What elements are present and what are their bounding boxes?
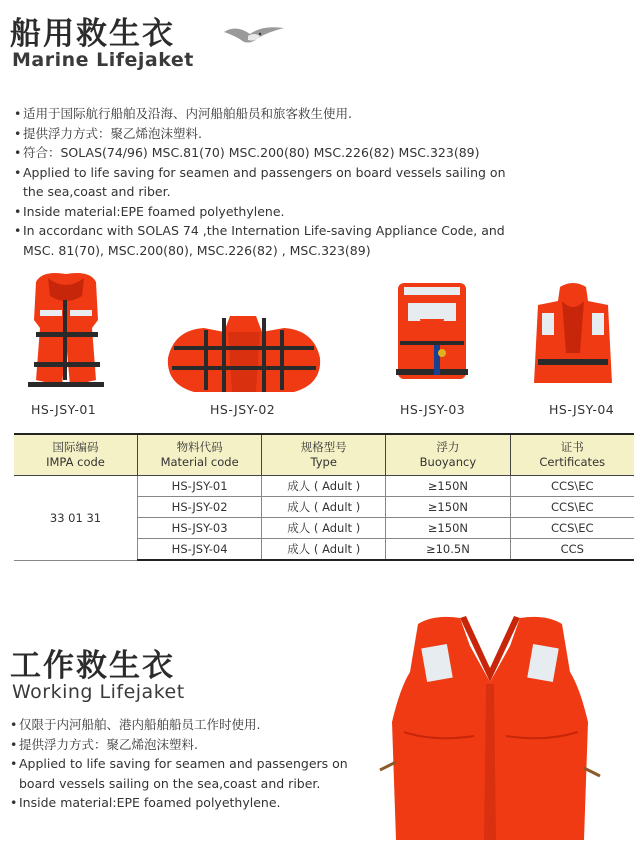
column-header (262, 434, 386, 476)
product-label: HS-JSY-03 (400, 402, 466, 417)
buoyancy-cell: ≥150N (386, 518, 510, 539)
header-cn: 浮力 (436, 440, 460, 454)
material-cell: HS-JSY-04 (138, 539, 262, 561)
product-label: HS-JSY-02 (210, 402, 276, 417)
product-label: HS-JSY-01 (31, 402, 97, 417)
list-item: • 提供浮力方式：聚乙烯泡沫塑料. (14, 124, 514, 144)
header-cn: 国际编码 (52, 440, 99, 454)
column-header (510, 434, 634, 476)
list-item: • 仅限于内河船舶、港内船舶船员工作时使用. (10, 715, 360, 735)
cert-cell: CCS\EC (510, 497, 634, 518)
type-cell: 成人 ( Adult ) (262, 497, 386, 518)
header-en: Certificates (539, 455, 606, 469)
buoyancy-cell: ≥150N (386, 497, 510, 518)
list-item: • Applied to life saving for seamen and passengers on board vessels sailing on the sea,coast and riber. (14, 163, 514, 202)
type-cell: 成人 ( Adult ) (262, 539, 386, 561)
list-item: • In accordanc with SOLAS 74 ,the Internation Life-saving Appliance Code, and MSC. 81(70), MSC.200(80), MSC.226(82) , MSC.323(89) (14, 221, 514, 260)
header-cn: 证书 (560, 440, 584, 454)
list-item: • 提供浮力方式：聚乙烯泡沫塑料. (10, 735, 360, 755)
list-item: • 符合：SOLAS(74/96) MSC.81(70) MSC.200(80) MSC.226(82) MSC.323(89) (14, 143, 514, 163)
cert-cell: CCS (510, 539, 634, 561)
product-image-hs-jsy-03 (394, 283, 470, 397)
marine-title-en: Marine Lifejaket (12, 49, 194, 71)
product-image-hs-jsy-01 (26, 270, 106, 396)
working-title-cn: 工作救生衣 (10, 648, 175, 684)
cert-cell: CCS\EC (510, 518, 634, 539)
material-cell: HS-JSY-01 (138, 476, 262, 497)
list-item: • Inside material:EPE foamed polyethylene. (14, 202, 514, 222)
seagull-icon (222, 22, 286, 50)
material-cell: HS-JSY-03 (138, 518, 262, 539)
table-row (14, 476, 634, 497)
list-item: • 适用于国际航行船舶及沿海、内河船舶船员和旅客救生使用. (14, 104, 514, 124)
header-en: Material code (160, 455, 239, 469)
type-cell: 成人 ( Adult ) (262, 518, 386, 539)
header-en: Type (310, 455, 337, 469)
cert-cell: CCS\EC (510, 476, 634, 497)
spec-table (14, 433, 634, 561)
header-en: IMPA code (46, 455, 105, 469)
material-cell: HS-JSY-02 (138, 497, 262, 518)
column-header (14, 434, 138, 476)
working-bullet-list (10, 715, 360, 813)
marine-bullet-list (14, 104, 514, 260)
column-header (138, 434, 262, 476)
working-title-en: Working Lifejaket (12, 681, 185, 703)
buoyancy-cell: ≥150N (386, 476, 510, 497)
product-label: HS-JSY-04 (549, 402, 615, 417)
column-header (386, 434, 510, 476)
impa-code-cell: 33 01 31 (14, 476, 138, 561)
header-cn: 规格型号 (300, 440, 347, 454)
table-header-row (14, 434, 634, 476)
product-image-hs-jsy-04 (530, 283, 616, 393)
product-image-hs-jsy-02 (164, 312, 324, 398)
buoyancy-cell: ≥10.5N (386, 539, 510, 561)
marine-title-cn: 船用救生衣 (10, 16, 175, 52)
header-cn: 物料代码 (176, 440, 223, 454)
list-item: • Applied to life saving for seamen and passengers on board vessels sailing on the sea,coast and riber. (10, 754, 360, 793)
list-item: • Inside material:EPE foamed polyethylene. (10, 793, 360, 813)
header-en: Buoyancy (419, 455, 477, 469)
type-cell: 成人 ( Adult ) (262, 476, 386, 497)
product-image-working-lifejacket (374, 612, 606, 848)
